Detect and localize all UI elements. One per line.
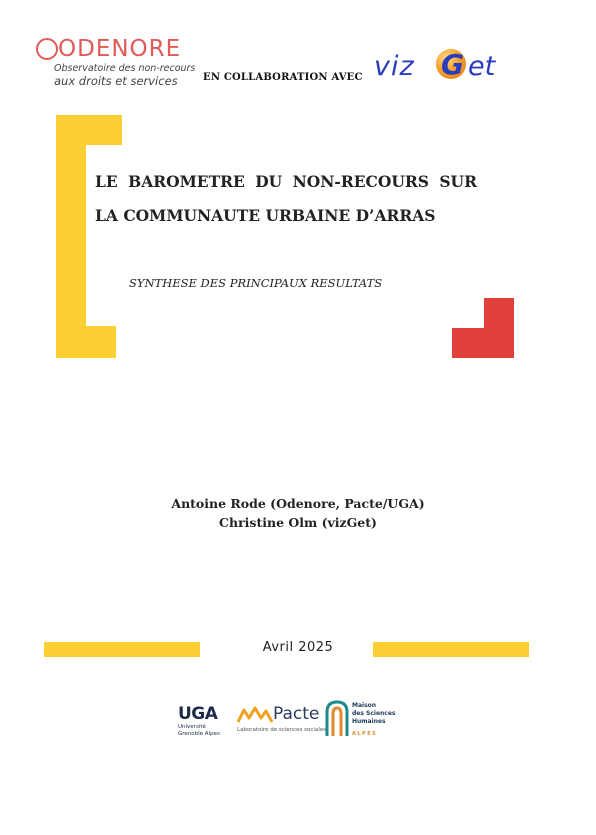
collaboration-text: EN COLLABORATION AVEC — [203, 72, 363, 83]
uga-logo — [178, 704, 230, 738]
msh-arch-icon — [325, 700, 349, 738]
uga-name: UGA — [178, 704, 218, 724]
vizget-part3: et — [468, 51, 496, 82]
msh-line-3: Humaines — [352, 718, 386, 725]
odenore-ring-icon — [36, 38, 58, 60]
odenore-tagline-1: Observatoire des non-recours — [54, 63, 196, 74]
title-line-2: LA COMMUNAUTE URBAINE D’ARRAS — [95, 206, 436, 225]
msh-line-2: des Sciences — [352, 710, 396, 717]
pacte-mountains-icon — [237, 706, 273, 724]
left-bracket-bottom — [56, 326, 116, 358]
msh-line-4: ALPES — [352, 731, 378, 737]
right-corner-horizontal — [452, 328, 514, 358]
left-bracket-vertical — [56, 115, 86, 358]
publication-date: Avril 2025 — [262, 640, 334, 655]
vizget-part1: viz — [374, 51, 415, 82]
uga-sub-2: Grenoble Alpes — [178, 731, 220, 737]
odenore-logo — [36, 34, 196, 88]
odenore-name: ODENORE — [58, 36, 182, 62]
title-line-1: LE BAROMETRE DU NON-RECOURS SUR — [95, 172, 477, 191]
date-bar-right — [373, 642, 529, 657]
msh-line-1: Maison — [352, 702, 377, 709]
subtitle: SYNTHESE DES PRINCIPAUX RESULTATS — [129, 276, 383, 290]
vizget-logo — [374, 47, 514, 87]
uga-sub-1: Université — [178, 724, 206, 730]
pacte-sub: Laboratoire de sciences sociales — [237, 727, 327, 733]
pacte-logo — [237, 702, 327, 738]
odenore-tagline-2: aux droits et services — [54, 74, 178, 88]
msh-logo — [325, 700, 405, 740]
pacte-name: Pacte — [273, 704, 320, 724]
author-2: Christine Olm (vizGet) — [219, 515, 377, 530]
vizget-part2: G — [441, 48, 464, 81]
author-1: Antoine Rode (Odenore, Pacte/UGA) — [171, 496, 425, 511]
